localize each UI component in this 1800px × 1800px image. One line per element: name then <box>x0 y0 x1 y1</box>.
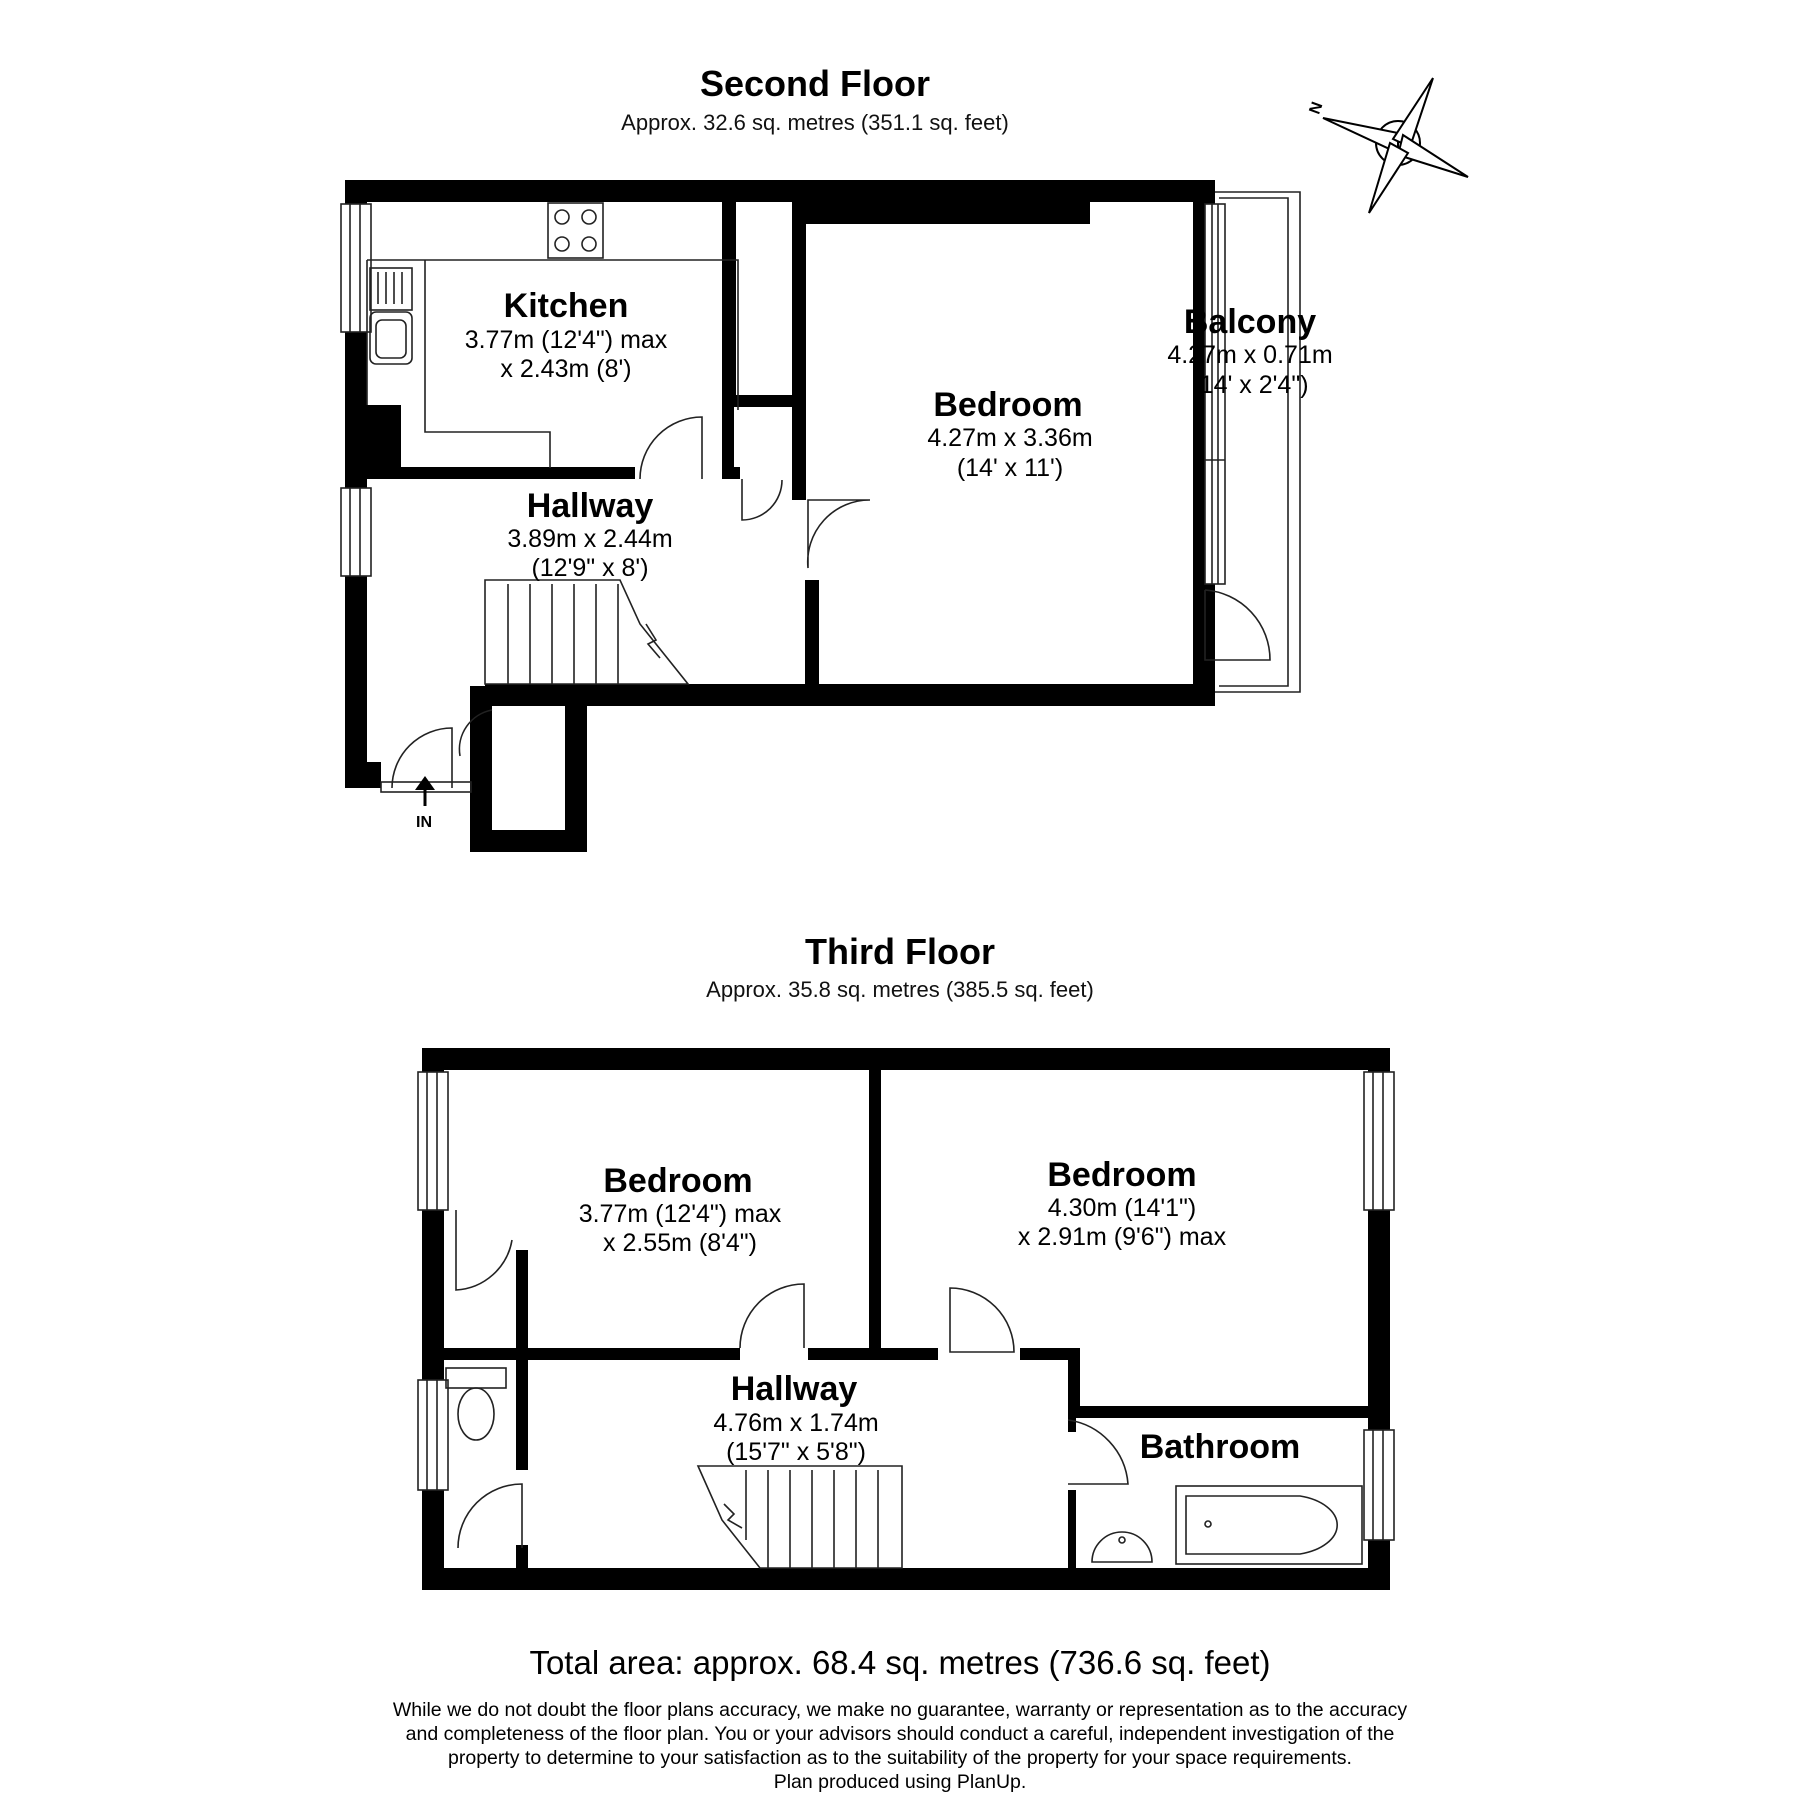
hob-icon <box>548 203 603 258</box>
window <box>341 488 371 576</box>
balcony-area <box>1205 192 1300 692</box>
bottom-wall <box>422 1568 1390 1590</box>
hall-top-wall-mid <box>808 1348 938 1360</box>
entrance-wall-left <box>345 762 381 788</box>
toilet-cistern-icon <box>446 1368 506 1388</box>
disclaimer-line-1: While we do not doubt the floor plans accuracy, we make no guarantee, warranty or representation as to the accuracy <box>392 1699 1408 1721</box>
second-floor-title: Second Floor <box>699 63 931 104</box>
bedroom-dim1: 4.27m x 3.36m <box>927 424 1093 452</box>
north-label: N <box>1306 99 1327 117</box>
bedroom-door-icon <box>808 500 870 568</box>
bedroom-right-dim1: 4.30m (14'1") <box>1047 1194 1197 1222</box>
cupboard-bottom-wall <box>722 467 740 479</box>
wc-door-icon <box>458 1484 522 1548</box>
balcony-name: Balcony <box>1183 303 1317 341</box>
disclaimer-line-2: and completeness of the floor plan. You or your advisors should conduct a careful, independent investigation of the <box>405 1723 1395 1745</box>
bedroom-left-wall <box>792 180 806 500</box>
lobby-cupboard-right <box>565 686 587 852</box>
bedroom-left-door-icon <box>740 1284 804 1348</box>
entrance-arrow-icon <box>415 776 435 790</box>
cupboard-door-icon <box>456 1210 512 1290</box>
bedroom-left-dim2: x 2.55m (8'4") <box>603 1229 757 1257</box>
bedroom-right-dim2: x 2.91m (9'6") max <box>1017 1223 1227 1251</box>
disclaimer-line-4: Plan produced using PlanUp. <box>773 1771 1027 1793</box>
bathroom-left-wall <box>1068 1490 1076 1570</box>
kitchen-name: Kitchen <box>503 287 629 325</box>
toilet-icon <box>458 1388 494 1440</box>
third-floor-title: Third Floor <box>805 931 995 972</box>
hallway-dim1: 3.89m x 2.44m <box>507 525 673 553</box>
wc-wall <box>516 1360 528 1470</box>
disclaimer-line-3: property to determine to your satisfaction as to the suitability of the property for your space requirements. <box>448 1747 1352 1769</box>
bedroom-left-wall-lower <box>805 580 819 698</box>
hallway-dim1: 4.76m x 1.74m <box>713 1409 879 1437</box>
top-wall-bulkhead <box>805 180 1090 224</box>
bath-icon <box>1176 1486 1362 1564</box>
hallway-dim2: (12'9" x 8') <box>531 554 649 582</box>
drainer-icon <box>370 268 412 310</box>
bedroom-right-name: Bedroom <box>1047 1156 1197 1194</box>
kitchen-dim2: x 2.43m (8') <box>500 355 632 383</box>
top-wall <box>422 1048 1390 1070</box>
window <box>1364 1072 1394 1210</box>
second-floor-area: Approx. 32.6 sq. metres (351.1 sq. feet) <box>621 110 1009 135</box>
third-floor-plan <box>418 931 1394 1590</box>
total-area: Total area: approx. 68.4 sq. metres (736.6 sq. feet) <box>529 1644 1271 1681</box>
kitchen-pillar <box>345 405 401 477</box>
kitchen-door-icon <box>640 417 702 479</box>
staircase-icon <box>485 580 688 684</box>
wc-wall-lower <box>516 1545 528 1570</box>
bedroom-left-dim1: 3.77m (12'4") max <box>578 1200 782 1228</box>
bathroom-name: Bathroom <box>1139 1428 1301 1466</box>
third-floor-area: Approx. 35.8 sq. metres (385.5 sq. feet) <box>706 977 1094 1002</box>
front-door-icon <box>392 728 452 788</box>
hall-top-wall-left <box>444 1348 740 1360</box>
bedroom-divider <box>869 1048 881 1360</box>
cupboard-door-icon <box>742 479 782 520</box>
bedroom-name: Bedroom <box>933 386 1083 424</box>
bedroom-left-name: Bedroom <box>603 1162 753 1200</box>
hallway-name: Hallway <box>730 1370 858 1408</box>
bathroom-top-wall <box>1068 1406 1368 1418</box>
window <box>1364 1430 1394 1540</box>
window <box>418 1072 448 1210</box>
bathroom-door-icon <box>1068 1420 1128 1484</box>
lobby-cupboard-left <box>470 750 492 852</box>
entrance-label: IN <box>416 814 432 831</box>
bedroom-right-door-icon <box>950 1288 1014 1352</box>
kitchen-bottom-wall <box>345 467 635 479</box>
cupboard-wall <box>516 1250 528 1360</box>
kitchen-dim1: 3.77m (12'4") max <box>464 326 668 354</box>
balcony-dim1: 4.27m x 0.71m <box>1167 341 1333 369</box>
bedroom-dim2: (14' x 11') <box>956 454 1064 482</box>
bottom-wall <box>485 684 1215 706</box>
second-floor-plan <box>341 63 1468 852</box>
kitchen-right-wall <box>722 180 736 395</box>
hallway-name: Hallway <box>526 487 654 525</box>
balcony-dim2: (14' x 2'4") <box>1191 371 1309 399</box>
compass-icon <box>1307 78 1468 213</box>
window <box>418 1380 448 1490</box>
hallway-dim2: (15'7" x 5'8") <box>726 1438 866 1466</box>
staircase-icon <box>698 1466 902 1568</box>
cupboard-left-wall <box>722 395 734 479</box>
